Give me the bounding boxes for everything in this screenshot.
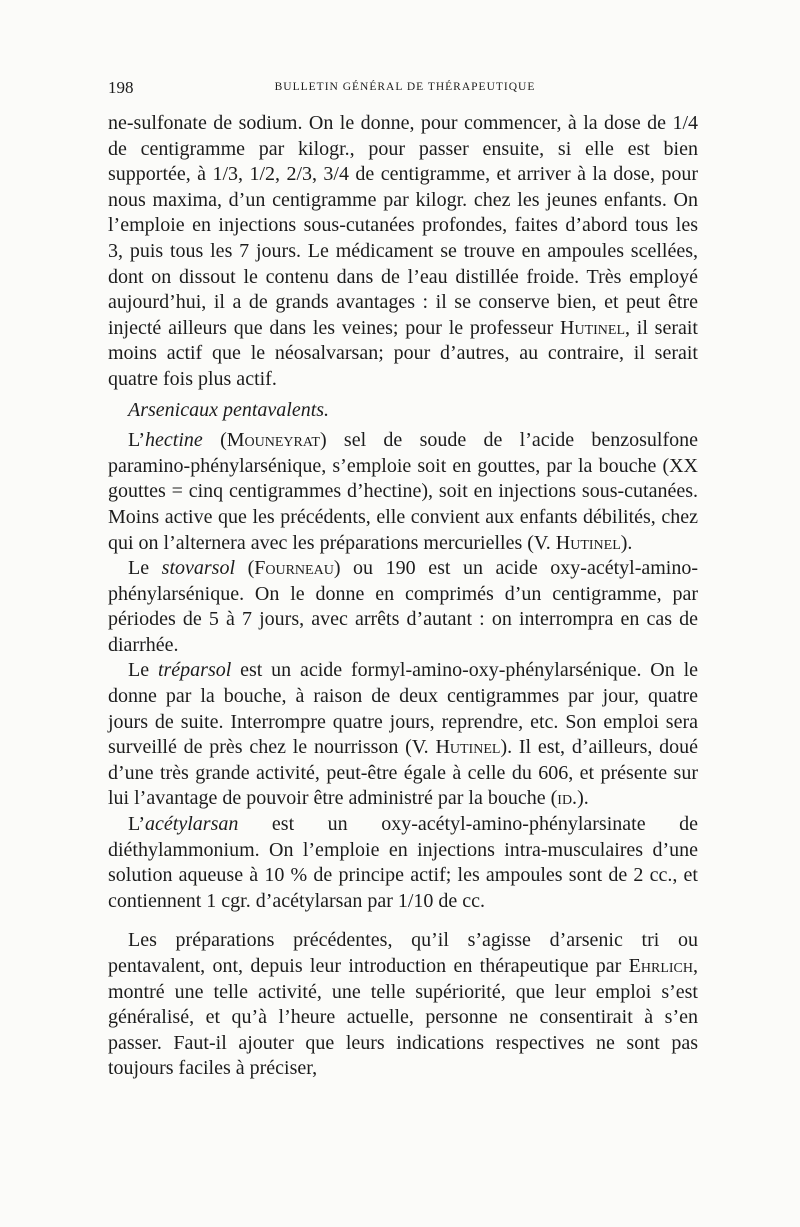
paragraph-conclusion: Les préparations précédentes, qu’il s’agisse d’arsenic tri ou pentavalent, ont, depuis leur introduction en thérapeutique par Ehrlich, montré une telle activité, une telle supériorité, que leur emploi s’est généralisé, et qu’à l’heure actuelle, personne ne consentirait à s’en passer. Faut-il ajouter que leurs indications respectives ne sont pas toujours faciles à préciser,: [108, 929, 698, 1080]
drug-name: hectine: [145, 429, 203, 452]
running-title: BULLETIN GÉNÉRAL DE THÉRAPEUTIQUE: [274, 81, 536, 93]
author-name: Fourneau: [254, 557, 334, 580]
paragraph-stovarsol: Le stovarsol (Fourneau) ou 190 est un acide oxy-acétyl-amino-phénylarsénique. On le donne en comprimés d’un centigramme, par périodes de 5 à 7 jours, avec arrêts d’autant : on interrompra en cas de diarrhée.: [108, 557, 699, 656]
author-name: Hutinel: [560, 316, 625, 339]
paragraph-acetylarsan: L’acétylarsan est un oxy-acétyl-amino-phénylarsinate de diéthylammonium. On l’emploie en injections intra-musculaires d’une solution aqueuse à 10 % de principe actif; les ampoules sont de 2 cc., et contiennent 1 cgr. d’acétylarsan par 1/10 de cc.: [108, 813, 698, 912]
paragraph-treparsol: Le tréparsol est un acide formyl-amino-oxy-phénylarsénique. On le donne par la bouche, à raison de deux centigrammes par jour, quatre jours de suite. Interrompre quatre jours, reprendre, etc. Son emploi sera surveillé de près chez le nourrisson (V. Hutinel). Il est, d’ailleurs, doué d’une très grande activité, peut-être égale à celle du 606, et présente sur lui l’avantage de pouvoir être administré par la bouche (id.).: [108, 659, 699, 810]
running-header: [108, 78, 702, 100]
author-name: Hutinel: [555, 531, 621, 554]
author-name: Ehrlich: [628, 955, 693, 977]
author-name: Hutinel: [435, 736, 501, 759]
page-number: 198: [108, 78, 134, 97]
reference-abbreviation: id.: [557, 787, 578, 810]
drug-name: acétylarsan: [145, 813, 239, 836]
page-body: [108, 111, 698, 1082]
paragraph-continuation: ne-sulfonate de sodium. On le donne, pour commencer, à la dose de 1/4 de centigramme par kilogr., pour passer ensuite, si elle est bien supportée, à 1/3, 1/2, 2/3, 3/4 de centigramme, et arriver à la dose, pour nous maxima, d’un centigramme par kilogr. chez les jeunes enfants. On l’emploie en injections sous-cutanées profondes, faites d’abord tous les 3, puis tous les 7 jours. Le médicament se trouve en ampoules scellées, dont on dissout le contenu dans de l’eau distillée froide. Très employé aujourd’hui, il a de grands avantages : il se conserve bien, et peut être injecté ailleurs que dans les veines; pour le professeur Hutinel, il serait moins actif que le néosalvarsan; pour d’autres, au contraire, il serait quatre fois plus actif.: [108, 112, 698, 390]
paragraph-hectine: L’hectine (Mouneyrat) sel de soude de l’acide benzosulfone paramino-phénylarsénique, s’emploie soit en gouttes, par la bouche (XX gouttes = cinq centigrammes d’hectine), soit en injections sous-cutanées. Moins active que les précédents, elle convient aux enfants débilités, chez qui on l’alternera avec les préparations mercurielles (V. Hutinel).: [108, 429, 698, 554]
section-subheading: Arsenicaux pentavalents.: [128, 398, 330, 421]
author-name: Mouneyrat: [226, 429, 320, 452]
drug-name: tréparsol: [157, 659, 232, 682]
drug-name: stovarsol: [161, 557, 236, 580]
